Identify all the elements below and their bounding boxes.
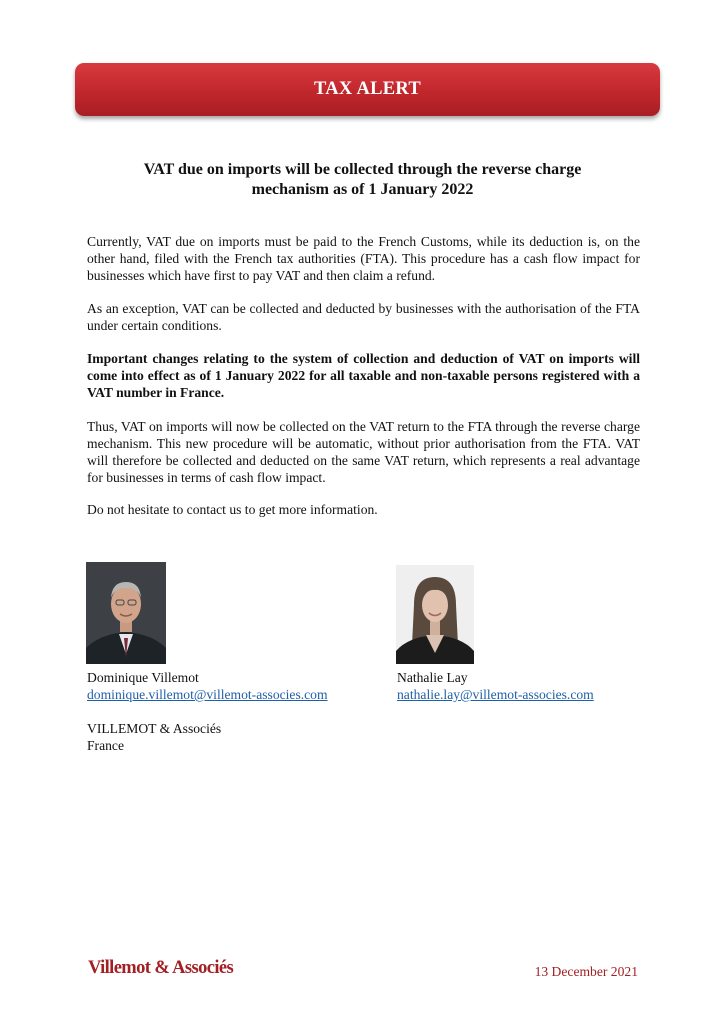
banner-label: TAX ALERT — [313, 79, 422, 99]
contact-email-nathalie[interactable]: nathalie.lay@villemot-associes.com — [397, 687, 594, 702]
paragraph-current-situation: Currently, VAT due on imports must be paid to the French Customs, while its deduction is, on the other hand, filed with the French tax authorities (FTA). This procedure has a cash flow impact for businesses which have first to pay VAT and then claim a refund. — [87, 234, 640, 283]
contact-photo-nathalie — [396, 565, 474, 664]
tax-alert-banner — [75, 63, 660, 116]
firm-name: VILLEMOT & Associés — [87, 721, 222, 736]
contact-photo-dominique — [86, 562, 166, 664]
paragraph-exception: As an exception, VAT can be collected and deducted by businesses with the authorisation of the FTA under certain conditions. — [87, 301, 640, 333]
document-date: 13 December 2021 — [534, 964, 638, 979]
page-title — [100, 160, 625, 200]
contact-email-dominique[interactable]: dominique.villemot@villemot-associes.com — [87, 687, 328, 702]
paragraph-new-procedure: Thus, VAT on imports will now be collected on the VAT return to the FTA through the reverse charge mechanism. This new procedure will be automatic, without prior authorisation from the FTA. VAT will therefore be collected and deducted on the same VAT return, which represents a real advantage for businesses in terms of cash flow impact. — [87, 419, 640, 485]
contact-name-dominique: Dominique Villemot — [87, 670, 199, 685]
paragraph-contact-us: Do not hesitate to contact us to get more information. — [87, 502, 378, 517]
title-line-2: mechanism as of 1 January 2022 — [251, 181, 474, 198]
title-line-1: VAT due on imports will be collected through the reverse charge — [143, 161, 582, 178]
contact-name-nathalie: Nathalie Lay — [397, 670, 468, 685]
paragraph-important-changes: Important changes relating to the system of collection and deduction of VAT on imports will come into effect as of 1 January 2022 for all taxable and non-taxable persons registered with a VAT number in France. — [87, 351, 640, 400]
firm-country: France — [87, 738, 124, 753]
villemot-logo: Villemot & Associés — [88, 958, 234, 978]
